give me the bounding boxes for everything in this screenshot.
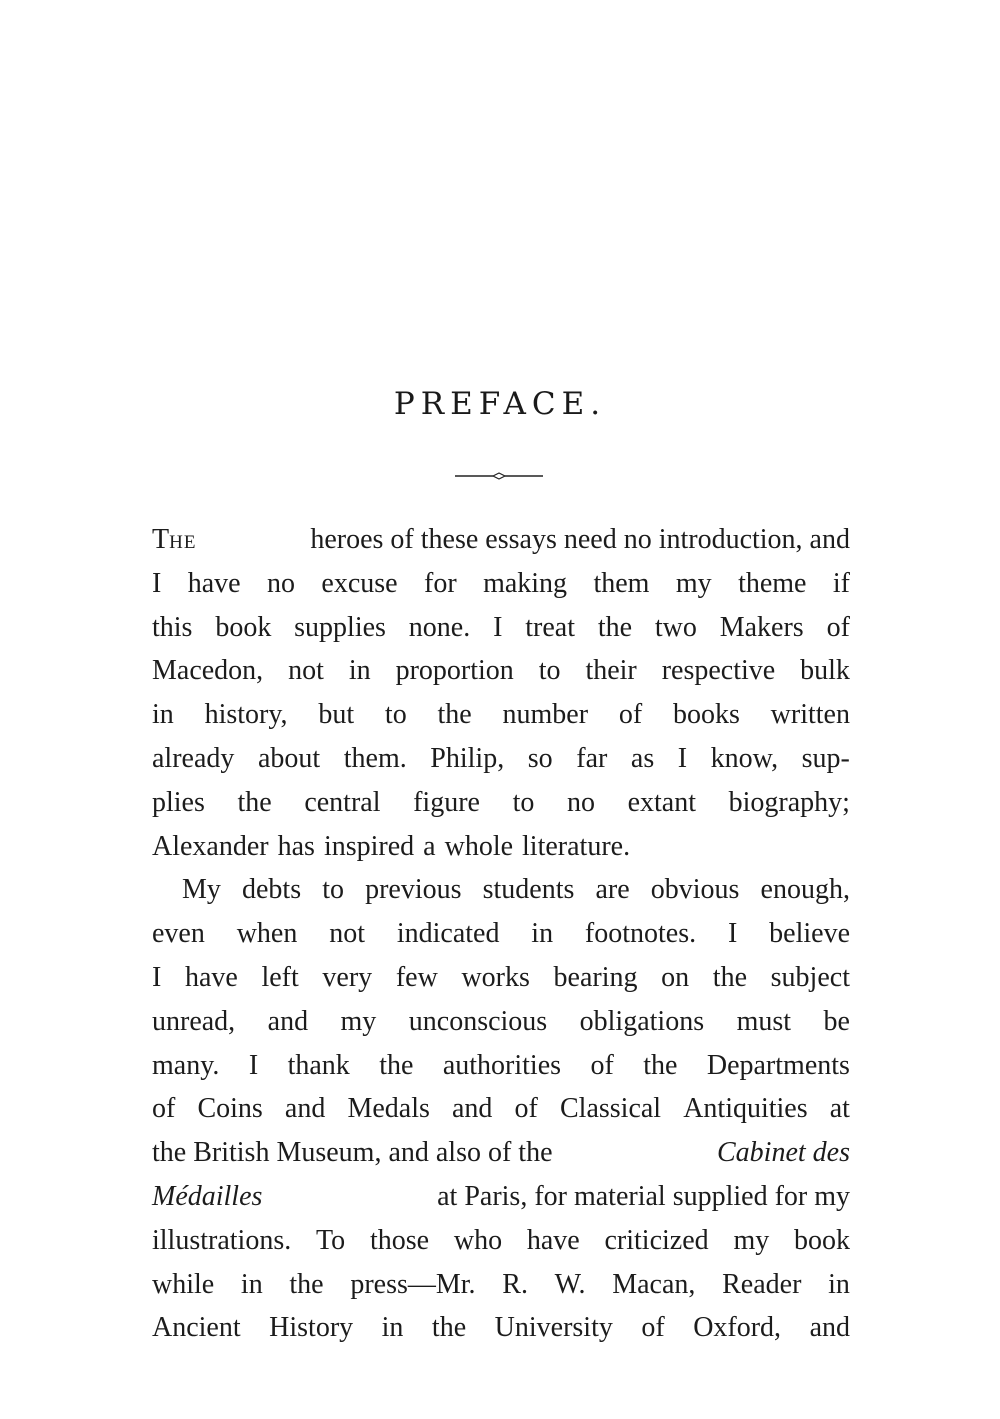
text-line: My debts to previous students are obvious enough,: [182, 874, 850, 906]
text-line: [152, 518, 850, 562]
text-line: Ancient History in the University of Oxford, and: [152, 1312, 850, 1344]
text-line: unread, and my unconscious obligations must be: [152, 1005, 850, 1037]
text-line: plies the central figure to no extant biography;: [152, 786, 850, 818]
text-line: I have no excuse for making them my theme if: [152, 567, 850, 599]
text-line: in history, but to the number of books written: [152, 699, 850, 731]
line-text: the British Museum, and also of the: [152, 1137, 553, 1169]
text-line: already about them. Philip, so far as I know, sup-: [152, 742, 850, 774]
text-line: [152, 1175, 850, 1219]
title-ornament: [455, 472, 543, 480]
text-line: I have left very few works bearing on the subject: [152, 961, 850, 993]
italic-title: Cabinet des: [717, 1137, 850, 1169]
lead-word-initial: T: [152, 524, 170, 555]
text-line: many. I thank the authorities of the Departments: [152, 1049, 850, 1081]
lead-word-rest: HE: [169, 532, 197, 553]
text-line: [152, 1131, 850, 1175]
page-title: PREFACE.: [393, 386, 607, 422]
italic-title: Médailles: [152, 1180, 263, 1212]
preface-body: [152, 518, 850, 1350]
lead-word: [152, 518, 196, 562]
text-line: Macedon, not in proportion to their respective bulk: [152, 655, 850, 687]
line-text: heroes of these essays need no introduction, and: [310, 524, 850, 555]
text-line: of Coins and Medals and of Classical Antiquities at: [152, 1093, 850, 1125]
text-line: this book supplies none. I treat the two Makers of: [152, 611, 850, 643]
text-line: while in the press—Mr. R. W. Macan, Reader in: [152, 1268, 850, 1300]
text-line: Alexander has inspired a whole literature.: [152, 830, 631, 862]
line-text: at Paris, for material supplied for my: [437, 1180, 850, 1212]
text-line: even when not indicated in footnotes. I believe: [152, 918, 850, 950]
text-line: illustrations. To those who have criticized my book: [152, 1224, 850, 1256]
